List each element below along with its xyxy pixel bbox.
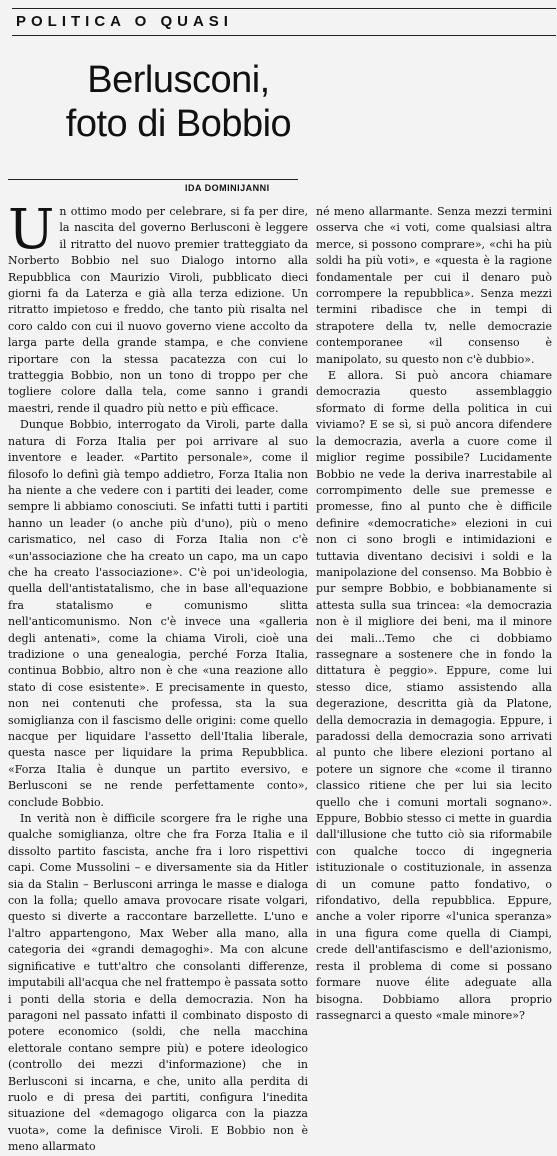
byline-divider [8,179,298,180]
paragraph: né meno allarmante. Senza mezzi termini osserva che «i voti, come qualsiasi altra merce, si possono comprare», «chi ha più soldi ha più voti», e «questa è la ragione fondamentale per cui il denaro può corrompere la repubblica». Senza mezzi termini ribadisce che in tempi di strapotere della tv, nelle democrazie contemporanee «il consenso è manipolato, su questo non c'è dubbio». [316,205,552,366]
article-column-2 [316,204,552,1022]
paragraph: Un ottimo modo per celebrare, si fa per dire, la nascita del governo Berlusconi è leggere il ritratto del nuovo premier tratteggiato da Norberto Bobbio nel suo Dialogo intorno alla Repubblica con Maurizio Viroli, pubblicato dieci giorni fa da Laterza e già alla terza edizione. Un ritratto impietoso e freddo, che tanto più risalta nel coro caldo con cui il nuovo governo viene accolto da larga parte della grande stampa, e che conviene riportare con la stessa pacatezza con cui lo tratteggia Bobbio, non un tono di troppo per che togliere colore dalla tela, come sanno i grandi maestri, rende il quadro più netto e più efficace. [8,197,308,415]
headline-line-1: Berlusconi, [87,59,270,101]
paragraph: E allora. Si può ancora chiamare democrazia questo assemblaggio sformato di forme della politica in cui viviamo? E se sì, si può ancora difendere la democrazia, averla a cuore come il miglior regime possibile? Lucidamente Bobbio ne vede la deriva inarrestabile al corrompimento delle sue premesse e promesse, fino al punto che è difficile definire «democratiche» elezioni in cui non ci sono brogli e intimidazioni e tuttavia diventano decisivi i soldi e la manipolazione del consenso. Ma Bobbio è pur sempre Bobbio, e bobbianamente si attesta sulla sua trincea: «la democrazia non è il migliore dei beni, ma il minore dei mali...Temo che ci dobbiamo rassegnare a sostenere che in fondo la dittatura è peggio». Eppure, come lui stesso dice, stiamo assistendo alla degerazione, descritta già da Platone, della democrazia in demagogia. Eppure, i paradossi della democrazia sono arrivati al punto che libere elezioni portano al potere un signore che «come il tiranno classico ritiene che per lui sia lecito quello che i comuni mortali sognano». Eppure, Bobbio stesso ci mette in guardia dall'illusione che tutto ciò sia riformabile con qualche tocco di ingegneria istituzionale o costituzionale, in assenza di un comune patto fondativo, o rifondativo, della repubblica. Eppure, anche a voler riporre «l'unica speranza» in una figura come quella di Ciampi, crede dell'antifascismo e dell'azionismo, resta il problema di come si possano formare nuove élite adeguate alla bisogna. Dobbiamo allora proprio rassegnarci a questo «male minore»? [316,369,552,1022]
byline: IDA DOMINIJANNI [185,183,270,193]
drop-cap: U [8,197,55,261]
article-column-1 [8,197,309,1154]
paragraph: Dunque Bobbio, interrogato da Viroli, parte dalla natura di Forza Italia per poi arrivare al suo inventore e leader. «Partito personale», come il filosofo lo definì già tempo addietro, Forza Italia non ha niente a che vedere con i partiti dei leader, come sempre li abbiamo conosciuti. Se infatti tutti i partiti hanno un leader (o anche più d'uno), più o meno carismatico, nel caso di Forza Italia non c'è «un'associazione che ha creato un capo, ma un capo che ha creato l'associazione». C'è poi un'ideologia, quella dell'antistatalismo, che in base all'equazione fra statalismo e comunismo slitta nell'anticomunismo. Non c'è invece una «galleria degli antenati», come la chiama Viroli, cioè una tradizione o una genealogia, perché Forza Italia, continua Bobbio, altro non è che «una reazione allo stato di cose esistente». E precisamente in questo, non nei contenuti che professa, sta la sua somiglianza con il fascismo delle origini: come quello nacque per liquidare l'assetto dell'Italia liberale, questa nasce per liquidare la prima Repubblica. «Forza Italia è dunque un partito eversivo, e Berlusconi se ne rende perfettamente conto», conclude Bobbio. [8,418,308,809]
paragraph: In verità non è difficile scorgere fra le righe una qualche somiglianza, oltre che fra Forza Italia e il dissolto partito fascista, anche fra i loro rispettivi capi. Come Mussolini – e diversamente sia da Hitler sia da Stalin – Berlusconi arringa le masse e dialoga con la folla; quello amava provocare risate volgari, questo si diverte a raccontare barzellette. L'uno e l'altro appartengono, Max Weber alla mano, alla categoria dei «grandi demagoghi». Ma con alcune significative e tutt'altro che consolanti differenze, imputabili all'acqua che nel frattempo è passata sotto i ponti della storia e della democrazia. Non ha paragoni nel passato infatti il combinato disposto di potere economico (soldi, che nella macchina elettorale contano sempre più) e potere ideologico (controllo dei mezzi d'informazione) che in Berlusconi si incarna, e che, unito alla perdita di ruolo e di presa dei partiti, configura l'inedita situazione del «demagogo oligarca con la piazza vuota», come la definisce Viroli. E Bobbio non è meno allarmato [8,812,309,1154]
headline-line-2: foto di Bobbio [65,103,292,145]
headline [0,58,357,146]
section-rubric: POLITICA O QUASI [12,8,556,36]
